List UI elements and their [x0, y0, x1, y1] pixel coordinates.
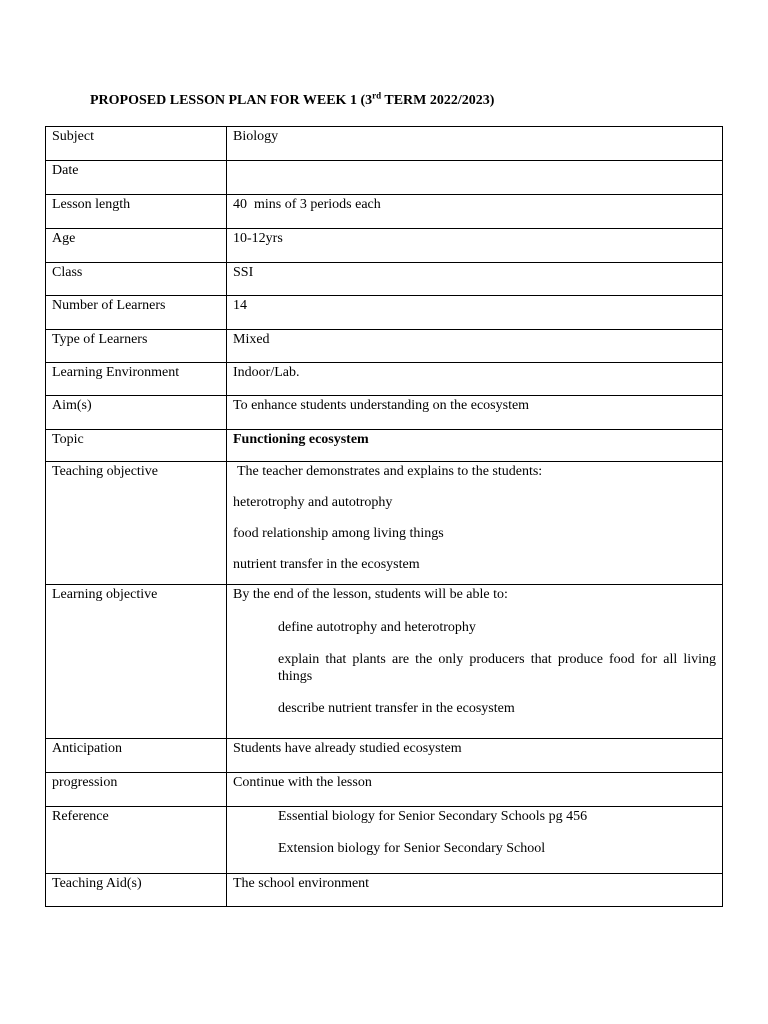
reference-item: Essential biology for Senior Secondary Schools pg 456 [278, 809, 588, 824]
row-date [46, 161, 723, 195]
row-lesson-length [46, 195, 723, 229]
teaching-objective-item: heterotrophy and autotrophy [233, 495, 393, 510]
teaching-aids-label: Teaching Aid(s) [46, 874, 227, 907]
teaching-objective-value [227, 462, 723, 585]
date-value [227, 161, 723, 195]
title-superscript: rd [372, 90, 382, 101]
teaching-objective-item: nutrient transfer in the ecosystem [233, 557, 420, 572]
topic-value: Functioning ecosystem [227, 430, 723, 462]
learning-objective-intro: By the end of the lesson, students will be able to: [233, 587, 508, 602]
type-of-learners-label: Type of Learners [46, 330, 227, 363]
topic-label: Topic [46, 430, 227, 462]
teaching-objective-item: food relationship among living things [233, 526, 444, 541]
page-title [90, 90, 495, 109]
row-age [46, 229, 723, 263]
lesson-length-label: Lesson length [46, 195, 227, 229]
row-type-of-learners [46, 330, 723, 363]
reference-item: Extension biology for Senior Secondary School [278, 841, 546, 856]
subject-value: Biology [227, 127, 723, 161]
learning-objective-label: Learning objective [46, 585, 227, 739]
reference-value [227, 807, 723, 874]
learning-environment-label: Learning Environment [46, 363, 227, 396]
row-teaching-objective [46, 462, 723, 585]
anticipation-label: Anticipation [46, 739, 227, 773]
row-number-of-learners [46, 296, 723, 330]
row-topic [46, 430, 723, 462]
aims-label: Aim(s) [46, 396, 227, 430]
number-of-learners-label: Number of Learners [46, 296, 227, 330]
age-value: 10-12yrs [227, 229, 723, 263]
teaching-objective-label: Teaching objective [46, 462, 227, 585]
row-progression [46, 773, 723, 807]
progression-value: Continue with the lesson [227, 773, 723, 807]
learning-objective-item: explain that plants are the only producers that produce food for all living things [278, 652, 716, 684]
row-teaching-aids [46, 874, 723, 907]
teaching-aids-value: The school environment [227, 874, 723, 907]
subject-label: Subject [46, 127, 227, 161]
row-learning-environment [46, 363, 723, 396]
row-reference [46, 807, 723, 874]
lesson-plan-table [45, 126, 723, 907]
type-of-learners-value: Mixed [227, 330, 723, 363]
lesson-length-value: 40 mins of 3 periods each [227, 195, 723, 229]
anticipation-value: Students have already studied ecosystem [227, 739, 723, 773]
teaching-objective-intro: The teacher demonstrates and explains to the students: [237, 464, 543, 479]
title-prefix: PROPOSED LESSON PLAN FOR WEEK 1 (3 [90, 93, 373, 108]
row-subject [46, 127, 723, 161]
row-learning-objective [46, 585, 723, 739]
learning-objective-value [227, 585, 723, 739]
aims-value: To enhance students understanding on the ecosystem [227, 396, 723, 430]
class-label: Class [46, 263, 227, 296]
row-aims [46, 396, 723, 430]
reference-label: Reference [46, 807, 227, 874]
learning-objective-item: describe nutrient transfer in the ecosystem [278, 701, 515, 716]
date-label: Date [46, 161, 227, 195]
title-suffix: TERM 2022/2023) [381, 93, 495, 108]
age-label: Age [46, 229, 227, 263]
progression-label: progression [46, 773, 227, 807]
learning-environment-value: Indoor/Lab. [227, 363, 723, 396]
number-of-learners-value: 14 [227, 296, 723, 330]
learning-objective-item: define autotrophy and heterotrophy [278, 620, 476, 635]
row-anticipation [46, 739, 723, 773]
class-value: SSI [227, 263, 723, 296]
row-class [46, 263, 723, 296]
